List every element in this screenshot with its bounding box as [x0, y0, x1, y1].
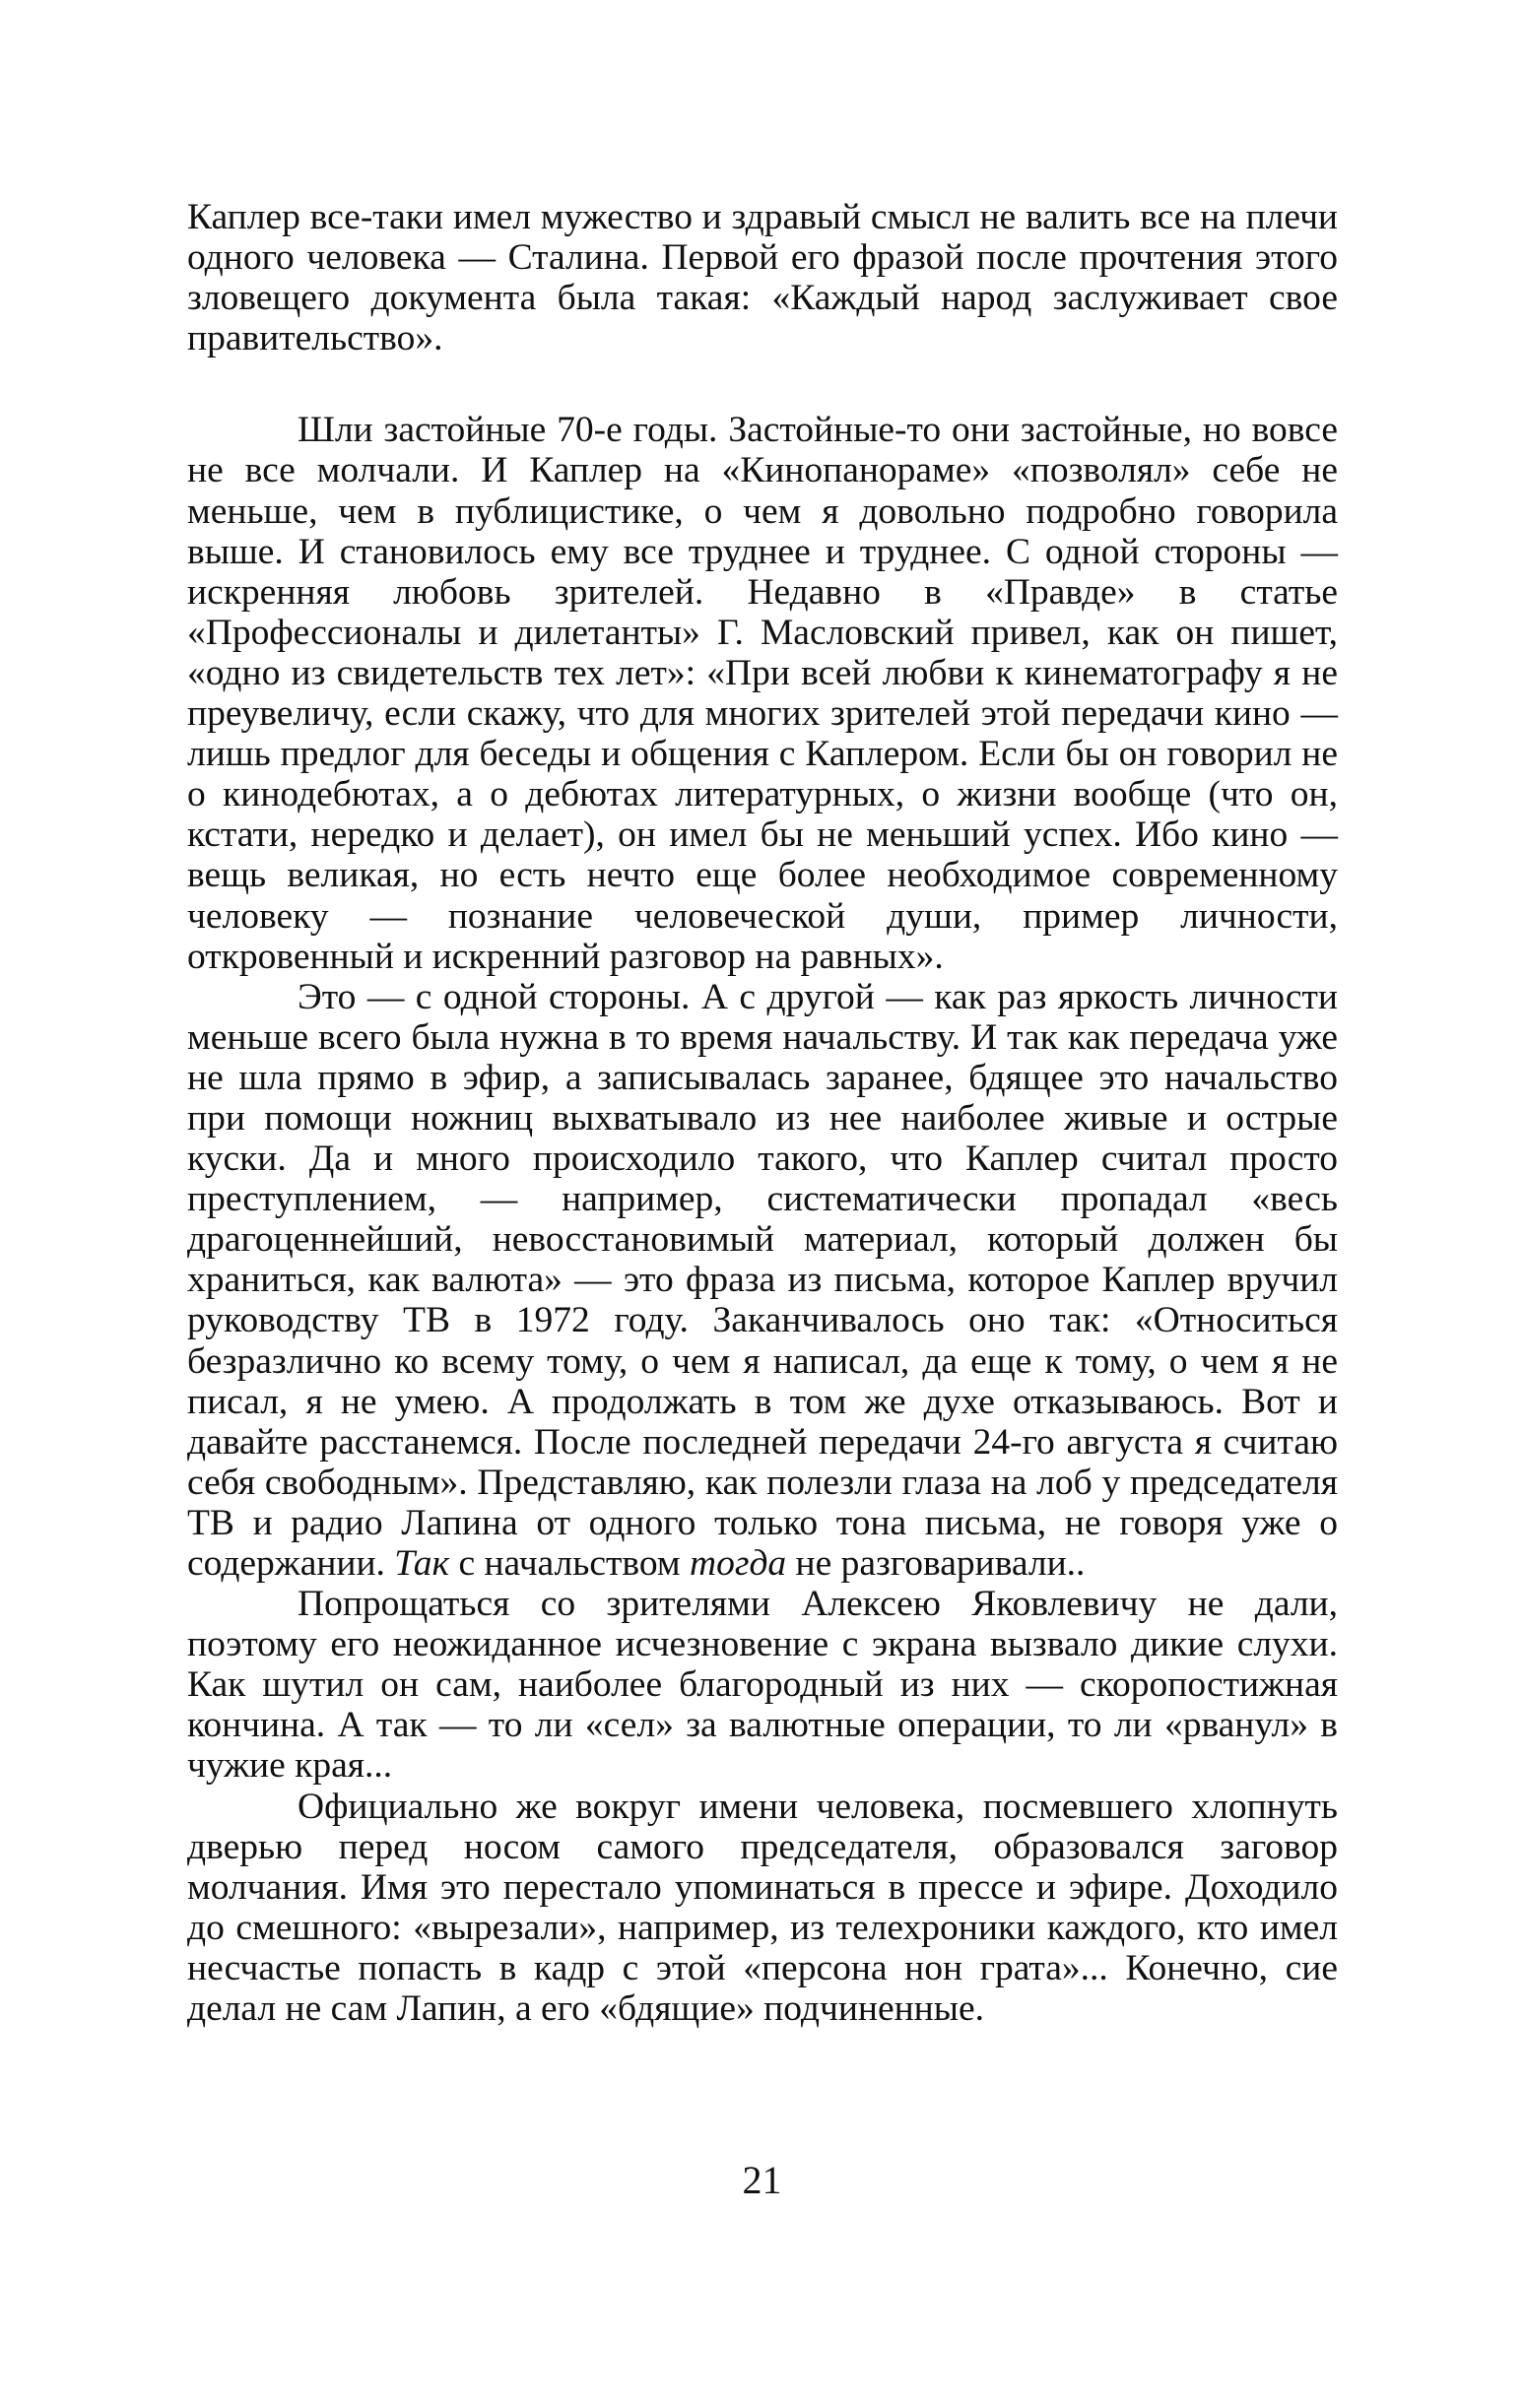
page-body — [187, 197, 1338, 2029]
paragraph-1: Каплер все-таки имел мужество и здравый смысл не валить все на плечи одного человека — Сталина. Первой его фразой после прочтения этого зловещего документа была такая: «Каждый народ заслуживает свое правительство». — [187, 197, 1338, 359]
paragraph-2: Шли застойные 70-е годы. Застойные-то они застойные, но вовсе не все молчали. И Каплер на «Кинопанораме» «позволял» себе не меньше, чем в публицистике, о чем я довольно подробно говорила выше. И становилось ему все труднее и труднее. С одной стороны — искренняя любовь зрителей. Недавно в «Правде» в статье «Профессионалы и дилетанты» Г. Масловский привел, как он пишет, «одно из свидетельств тех лет»: «При всей любви к кинематографу я не преувеличу, если скажу, что для многих зрителей этой передачи кино — лишь предлог для беседы и общения с Каплером. Если бы он говорил не о кинодебютах, а о дебютах литературных, о жизни вообще (что он, кстати, нередко и делает), он имел бы не меньший успех. Ибо кино — вещь великая, но есть нечто еще более необходимое современному человеку — познание человеческой души, пример личности, откровенный и искренний разговор на равных». — [187, 410, 1338, 977]
page-number: 21 — [742, 2158, 782, 2202]
paragraph-3 — [187, 977, 1338, 1584]
paragraph-4: Попрощаться со зрителями Алексею Яковлевичу не дали, поэтому его неожиданное исчезновение с экрана вызвало дикие слухи. Как шутил он сам, наиболее благородный из них — скоропостижная кончина. А так — то ли «сел» за валютные операции, то ли «рванул» в чужие края... — [187, 1584, 1338, 1787]
paragraph-3-text-b: с начальством — [449, 1543, 690, 1584]
paragraph-3-emphasis-togda: тогда — [689, 1543, 787, 1584]
paragraph-3-text-a: Это — с одной стороны. А с другой — как раз яркость личности меньше всего была нужна в то время начальству. И так как передача уже не шла прямо в эфир, а записывалась заранее, бдящее это начальство при помощи ножниц выхватывало из нее наиболее живые и острые куски. Да и много происходило такого, что Каплер считал просто преступлением, — например, систематически пропадал «весь драгоценнейший, невосстановимый материал, который должен бы храниться, как валюта» — это фраза из письма, которое Каплер вручил руководству ТВ в 1972 году. Заканчивалось оно так: «Относиться безразлично ко всему тому, о чем я написал, да еще к тому, о чем я не писал, я не умею. А продолжать в том же духе отказываюсь. Вот и давайте расстанемся. После последней передачи 24-го августа я считаю себя свободным». Представляю, как полезли глаза на лоб у председателя ТВ и радио Лапина от одного только тона письма, не говоря уже о содержании. — [187, 976, 1338, 1584]
paragraph-3-emphasis-tak: Так — [394, 1543, 450, 1584]
paragraph-5: Официально же вокруг имени человека, посмевшего хлопнуть дверью перед носом самого председателя, образовался заговор молчания. Имя это перестало упоминаться в прессе и эфире. Доходило до смешного: «вырезали», например, из телехроники каждого, кто имел несчастье попасть в кадр с этой «персона нон грата»... Конечно, сие делал не сам Лапин, а его «бдящие» подчиненные. — [187, 1786, 1338, 2030]
paragraph-3-text-c: не разговаривали.. — [786, 1543, 1086, 1584]
